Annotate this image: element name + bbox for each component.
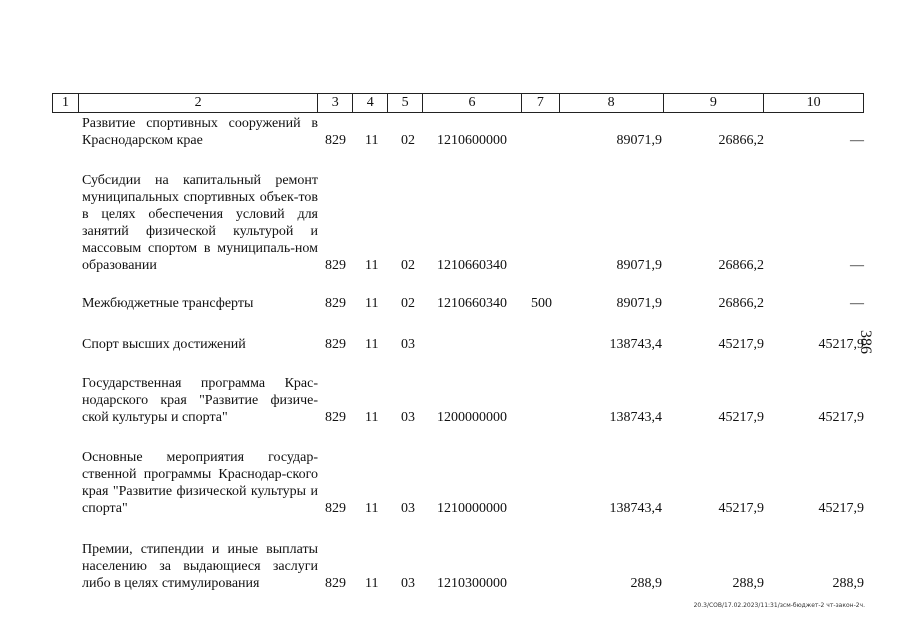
table-row bbox=[52, 448, 864, 517]
cell-amount-9: 45217,9 bbox=[718, 337, 764, 352]
cell-code-5: 03 bbox=[401, 576, 415, 591]
cell-amount-10: — bbox=[850, 296, 864, 311]
table-row bbox=[52, 295, 864, 312]
cell-code-4: 11 bbox=[365, 133, 379, 148]
cell-code-3: 829 bbox=[325, 337, 346, 352]
row-description: Спорт высших достижений bbox=[82, 337, 246, 352]
cell-amount-8: 138743,4 bbox=[609, 337, 662, 352]
cell-amount-10: — bbox=[850, 258, 864, 273]
cell-amount-9: 26866,2 bbox=[718, 133, 764, 148]
table-row bbox=[52, 336, 864, 353]
cell-code-4: 11 bbox=[365, 258, 379, 273]
cell-code-4: 11 bbox=[365, 410, 379, 425]
row-description: Государственная программа Крас-нодарского края "Развитие физиче-ской культуры и спорта" bbox=[82, 376, 318, 425]
header-cell-3: 3 bbox=[318, 94, 353, 112]
row-description: Основные мероприятия государ-ственной программы Краснодар-ского края "Развитие физической культуры и спорта" bbox=[82, 450, 318, 516]
cell-code-6: 1210300000 bbox=[437, 576, 507, 591]
header-cell-9: 9 bbox=[664, 94, 765, 112]
header-cell-8: 8 bbox=[560, 94, 664, 112]
cell-amount-8: 138743,4 bbox=[609, 501, 662, 516]
cell-code-6: 1200000000 bbox=[437, 410, 507, 425]
cell-amount-9: 288,9 bbox=[732, 576, 764, 591]
table-row bbox=[52, 170, 864, 274]
header-cell-6: 6 bbox=[423, 94, 522, 112]
cell-code-5: 03 bbox=[401, 337, 415, 352]
row-description: Развитие спортивных сооружений в Краснодарском крае bbox=[82, 116, 318, 148]
header-cell-1: 1 bbox=[53, 94, 79, 112]
cell-amount-10: 45217,9 bbox=[818, 501, 864, 516]
cell-code-3: 829 bbox=[325, 133, 346, 148]
cell-code-5: 03 bbox=[401, 501, 415, 516]
cell-code-6: 1210660340 bbox=[437, 296, 507, 311]
cell-amount-8: 89071,9 bbox=[616, 258, 662, 273]
header-cell-5: 5 bbox=[388, 94, 423, 112]
footer-note: 20.3/СОВ/17.02.2023/11:31/зсм-бюджет-2 чт-закон-2ч. bbox=[693, 602, 865, 609]
cell-code-5: 02 bbox=[401, 258, 415, 273]
cell-code-4: 11 bbox=[365, 501, 379, 516]
cell-code-6: 1210000000 bbox=[437, 501, 507, 516]
cell-code-5: 02 bbox=[401, 296, 415, 311]
cell-amount-8: 89071,9 bbox=[616, 296, 662, 311]
cell-amount-10: 45217,9 bbox=[818, 410, 864, 425]
row-description: Премии, стипендии и иные выплаты населению за выдающиеся заслуги либо в целях стимулирования bbox=[82, 542, 318, 591]
cell-code-6: 1210600000 bbox=[437, 133, 507, 148]
cell-code-3: 829 bbox=[325, 258, 346, 273]
cell-amount-10: 45217,9 bbox=[818, 337, 864, 352]
cell-code-5: 02 bbox=[401, 133, 415, 148]
row-description: Межбюджетные трансферты bbox=[82, 296, 254, 311]
cell-amount-9: 26866,2 bbox=[718, 296, 764, 311]
cell-amount-9: 45217,9 bbox=[718, 410, 764, 425]
cell-amount-8: 288,9 bbox=[630, 576, 662, 591]
table-row bbox=[52, 540, 864, 592]
cell-amount-10: 288,9 bbox=[832, 576, 864, 591]
cell-amount-8: 89071,9 bbox=[616, 133, 662, 148]
cell-code-4: 11 bbox=[365, 296, 379, 311]
header-cell-7: 7 bbox=[522, 94, 560, 112]
cell-code-3: 829 bbox=[325, 501, 346, 516]
header-cell-10: 10 bbox=[806, 95, 821, 110]
cell-amount-8: 138743,4 bbox=[609, 410, 662, 425]
cell-code-4: 11 bbox=[365, 576, 379, 591]
cell-code-3: 829 bbox=[325, 576, 346, 591]
header-cell-4: 4 bbox=[353, 94, 388, 112]
table-row bbox=[52, 374, 864, 426]
table-header-row bbox=[52, 93, 864, 113]
cell-code-3: 829 bbox=[325, 296, 346, 311]
page-number: 386 bbox=[857, 330, 874, 354]
cell-amount-9: 26866,2 bbox=[718, 258, 764, 273]
header-cell-2: 2 bbox=[79, 94, 318, 112]
cell-code-6: 1210660340 bbox=[437, 258, 507, 273]
row-description: Субсидии на капитальный ремонт муниципальных спортивных объек-тов в целях обеспечения условий для занятий физической культурой и массовым спортом в муниципаль-ном образовании bbox=[82, 173, 318, 273]
cell-amount-9: 45217,9 bbox=[718, 501, 764, 516]
cell-code-4: 11 bbox=[365, 337, 379, 352]
cell-code-7: 500 bbox=[531, 296, 552, 311]
cell-code-5: 03 bbox=[401, 410, 415, 425]
cell-amount-10: — bbox=[850, 133, 864, 148]
cell-code-3: 829 bbox=[325, 410, 346, 425]
table-row bbox=[52, 114, 864, 149]
